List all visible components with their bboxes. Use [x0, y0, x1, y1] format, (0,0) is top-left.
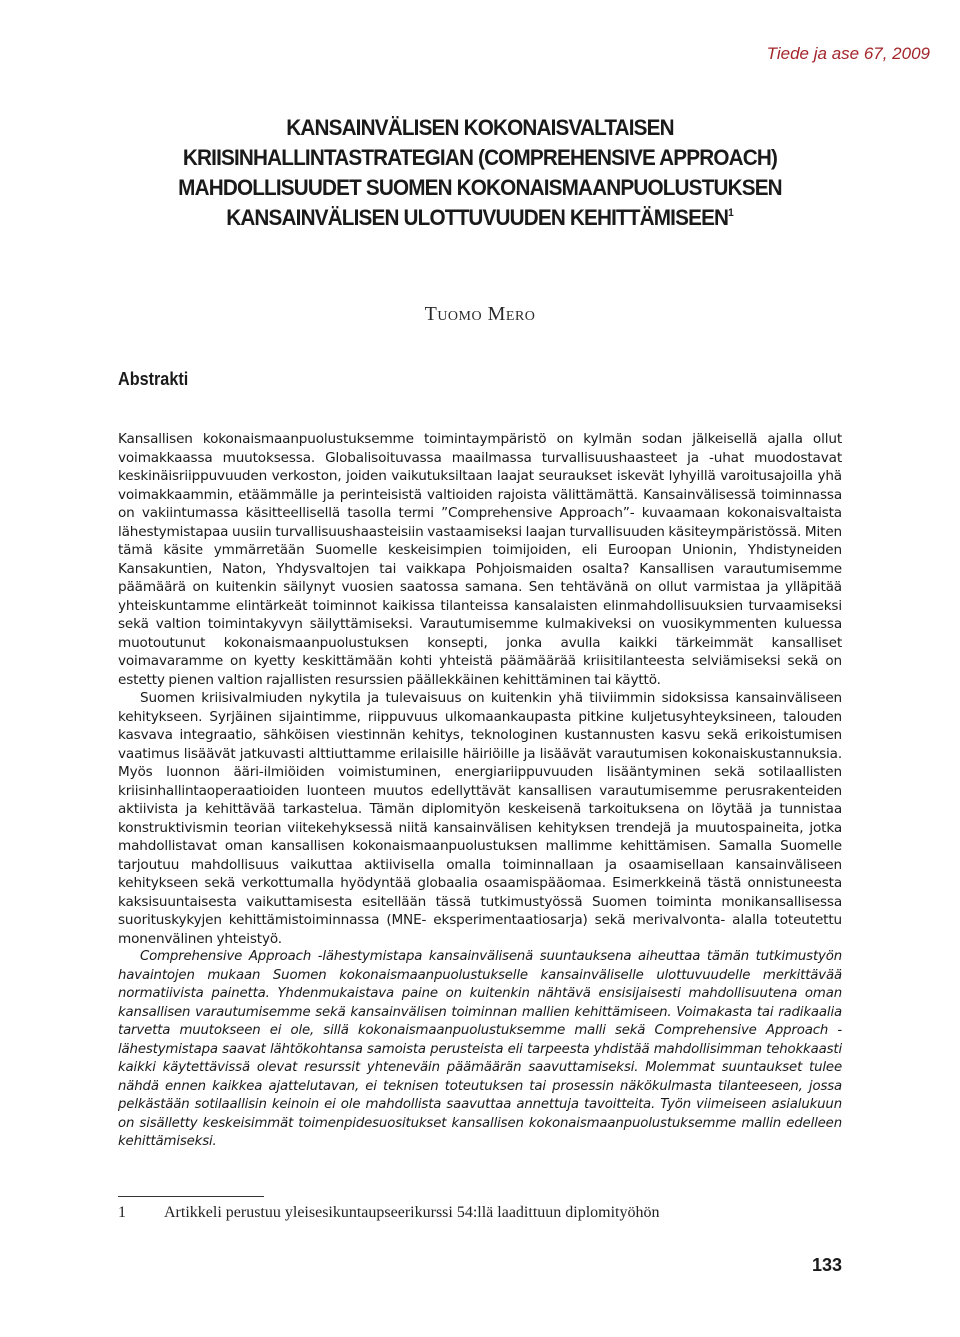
- footnote-number: 1: [118, 1204, 126, 1221]
- abstract-paragraph-1: Kansallisen kokonaismaanpuolustuksemme toimintaympäristö on kylmän sodan jälkeisellä ajalla ollut voimakkaassa muutoksessa. Globalisoituvassa maailmassa turvallisuushaasteet ja -uhat muodostavat keskinäisriippuvuuden verkoston, joiden vaikutuksiltaan laajat seuraukset iskevät lyhyillä varoitusajoilla yhä voimakkaammin, etäämmälle ja perinteisistä valtioiden rajoista välittämättä. Kansainvälisessä toiminnassa on vakiintumassa käsitteellisellä tasolla termi ”Comprehensive Approach”- kuvaamaan kokonaisvaltaista lähestymistapaa uusiin turvallisuushaasteisiin vastaamiseksi laajan turvallisuuden käsiteympäristössä. Miten tämä käsite ymmärretään Suomelle keskeisimpien toimijoiden, eli Euroopan Unionin, Yhdistyneiden Kansakuntien, Naton, Yhdysvaltojen tai vaikkapa Pohjoismaiden osalta? Kansallisen varautumisemme päämäärä on kuitenkin säilynyt vuosien saatossa samana. Sen tehtävänä on ollut varmistaa ja ylläpitää yhteiskuntamme elintärkeät toiminnot kaikissa tilanteissa kansalaisten elinmahdollisuuksien turvaamiseksi sekä valtion toimintakyvyn säilyttämiseksi. Varautumisemme kulmakiveksi on vuosikymmenten kuluessa muotoutunut kokonaismaanpuolustuksen konsepti, jonka avulla kaikki tärkeimmät kansalliset voimavaramme on kyetty keskittämään kohti yhteistä päämäärää kriisitilanteesta selviämiseksi sekä on estetty pienen valtion rajallisten resurssien päällekkäinen kehittäminen tai käyttö.: [118, 431, 842, 688]
- abstract-paragraph-2: Suomen kriisivalmiuden nykytila ja tulevaisuus on kuitenkin yhä tiiviimmin sidoksissa kansainväliseen kehitykseen. Syrjäinen sijaintimme, riippuvuus ulkomaankaupasta pitkine kuljetusyhteyksineen, talouden kasvava integraatio, sähköisen viestinnän kehitys, teknologinen kustannusten kasvu sekä erikoistumisen vaatimus lisäävät jatkuvasti alttiuttamme erilaisille häiriöille ja lisäävät varautumisen kokonaiskustannuksia. Myös luonnon ääri-ilmiöiden voimistuminen, energiariippuvuuden lisääntyminen sekä sotilaallisten kriisinhallintaoperaatioiden luonteen muutos edellyttävät kansallisen varautumisemme perusrakenteiden aktiivista ja kehittävää tarkastelua. Tämän diplomityön keskeisenä tarkoituksena on löytää ja tunnistaa konstruktivismin teorian viitekehyksessä niitä kansainvälisen kehityksen trendejä ja muutospaineita, jotka mahdollistavat oman kansallisen kokonaismaanpuolustuksen mallimme kehittämisen. Samalla Suomelle tarjoutuu mahdollisuus vaikuttaa aktiivisella omalla toiminnallaan ja osaamisellaan kansainväliseen kehitykseen sekä verkottumalla hyödyntää globaalia osaamispääomaa. Esimerkkeinä tästä onnistuneesta kaksisuuntaisesta vaikuttamisesta esitellään tässä tutkimustyössä Suomen toiminta monikansallisessa suorituskykyjen kehittämistoiminnassa (MNE- eksperimentaatiosarja) sekä merivalvonta- alalla toteutettu monenvälinen yhteistyö.: [118, 690, 842, 947]
- journal-citation: Tiede ja ase 67, 2009: [766, 44, 930, 63]
- footnote-divider: [118, 1196, 264, 1197]
- author-name: Tuomo Mero: [424, 303, 536, 325]
- abstract-paragraph-3: Comprehensive Approach -lähestymistapa kansainvälisenä suuntauksena aiheuttaa tämän tutkimustyön havaintojen mukaan Suomen kokonaismaanpuolustukselle kansainväliselle ulottuvuudelle merkittävää normatiivista painetta. Yhdenmukaistava paine on kuitenkin nähtävä ensisijaisesti mahdollisuutena oman kansallisen varautumisemme sekä kansainvälisen toiminnan mallien kehittämiseen. Voimakasta tai radikaalia tarvetta muutokseen ei ole, sillä kokonaismaanpuolustuksemme malli sekä Comprehensive Approach -lähestymistapa saavat lähtökohtansa samoista perusteista eli tarpeesta yhdistää mahdollisimman tehokkaasti kaikki käytettävissä olevat resurssit yhteneväin päämäärän saavuttamiseksi. Molemmat suuntaukset tulee nähdä ennen kaikkea ajattelutavan, ei teknisen toteutuksen tai prosessin näkökulmasta tilanteeseen, jossa pelkästään sotilaallisin keinoin ei ole mahdollista saavuttaa annettuja tavoitteita. Työn viimeiseen asialukuun on sisälletty keskeisimmät toimenpidesuositukset kansallisen kokonaismaanpuolustuksemme mallin edelleen kehittämiseksi.: [118, 949, 842, 1149]
- footnote: [118, 1204, 659, 1222]
- article-title-text: KANSAINVÄLISEN KOKONAISVALTAISEN KRIISINHALLINTASTRATEGIAN (COMPREHENSIVE APPROACH) MAHDOLLISUUDET SUOMEN KOKONAISMAANPUOLUSTUKSEN KANSAINVÄLISEN ULOTTUVUUDEN KEHITTÄMISEEN: [178, 115, 782, 230]
- abstract-heading: Abstrakti: [118, 369, 189, 389]
- title-footnote-mark[interactable]: 1: [728, 207, 734, 219]
- page-number: 133: [811, 1255, 842, 1275]
- footnote-text: Artikkeli perustuu yleisesikuntaupseerikurssi 54:llä laadittuun diplomityöhön: [164, 1204, 660, 1221]
- article-title: [147, 113, 813, 237]
- abstract-body: [118, 430, 842, 1152]
